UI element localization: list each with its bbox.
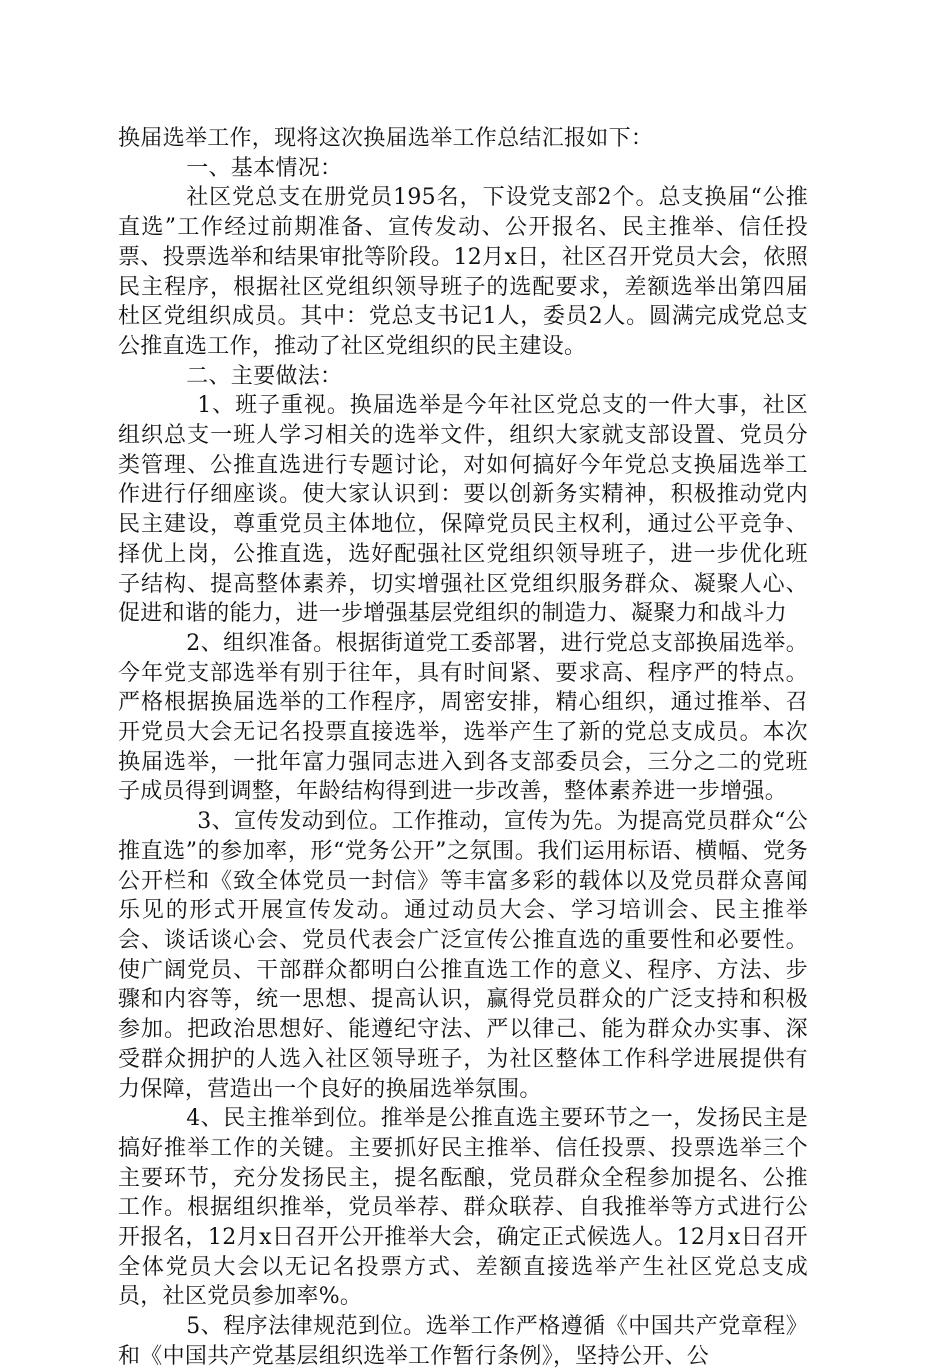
section-heading-methods: 二、主要做法： bbox=[186, 363, 343, 389]
method-paragraph-2: 2、组织准备。根据街道党工委部署，进行党总支部换届选举。今年党支部选举有别于往年，具有时间紧、要求高、程序严的特点。严格根据换届选举的工作程序，周密安排，精心组织，通过推举、召开党员大会无记名投票直接选举，选举产生了新的党总支成员。本次换届选举，一批年富力强同志进入到各支部委员会，三分之二的党班子成员得到调整，年龄结构得到进一步改善，整体素养进一步增强。 bbox=[118, 630, 808, 805]
basic-situation-paragraph: 社区党总支在册党员195名，下设党支部2个。总支换届“公推直选”工作经过前期准备、宣传发动、公开报名、民主推举、信任投票、投票选举和结果审批等阶段。12月x日，社区召开党员大会，依照民主程序，根据社区党组织领导班子的选配要求，差额选举出第四届杜区党组织成员。其中：党总支书记1人，委员2人。圆满完成党总支公推直选工作，推动了社区党组织的民主建设。 bbox=[118, 185, 808, 359]
method-paragraph-4: 4、民主推举到位。推举是公推直选主要环节之一，发扬民主是搞好推举工作的关键。主要抓好民主推举、信任投票、投票选举三个主要环节，充分发扬民主，提名酝酿，党员群众全程参加提名、公推工作。根据组织推举，党员举荐、群众联荐、自我推举等方式进行公开报名，12月x日召开公开推举大会，确定正式候选人。12月x日召开全体党员大会以无记名投票方式、差额直接选举产生社区党总支成员，社区党员参加率%。 bbox=[118, 1106, 808, 1310]
section-heading-basic: 一、基本情况： bbox=[186, 155, 343, 181]
method-paragraph-3: 3、宣传发动到位。工作推动，宣传为先。为提高党员群众“公推直选”的参加率，形“党务公开”之氛围。我们运用标语、横幅、党务公开栏和《致全体党员一封信》等丰富多彩的载体以及党员群众喜闻乐见的形式开展宣传发动。通过动员大会、学习培训会、民主推举会、谈话谈心会、党员代表会广泛宣传公推直选的重要性和必要性。使广阔党员、干部群众都明白公推直选工作的意义、程序、方法、步骤和内容等，统一思想、提高认识，赢得党员群众的广泛支持和积极参加。把政治思想好、能遵纪守法、严以律己、能为群众办实事、深受群众拥护的人选入社区领导班子，为社区整体工作科学进展提供有力保障，营造出一个良好的换届选举氛围。 bbox=[118, 809, 808, 1102]
method-paragraph-5: 5、程序法律规范到位。选举工作严格遵循《中国共产党章程》和《中国共产党基层组织选举工作暂行条例》，坚持公开、公 bbox=[118, 1314, 808, 1369]
document-body bbox=[118, 124, 808, 1372]
intro-paragraph: 换届选举工作，现将这次换届选举工作总结汇报如下： bbox=[118, 126, 654, 151]
method-paragraph-1: 1、班子重视。换届选举是今年社区党总支的一件大事，社区组织总支一班人学习相关的选举文件，组织大家就支部设置、党员分类管理、公推直选进行专题讨论，对如何搞好今年党总支换届选举工作进行仔细座谈。使大家认识到：要以创新务实精神，积极推动党内民主建设，尊重党员主体地位，保障党员民主权利，通过公平竞争、择优上岗，公推直选，选好配强社区党组织领导班子，进一步优化班子结构、提高整体素养，切实增强社区党组织服务群众、凝聚人心、促进和谐的能力，进一步增强基层党组织的制造力、凝聚力和战斗力 bbox=[118, 393, 808, 627]
